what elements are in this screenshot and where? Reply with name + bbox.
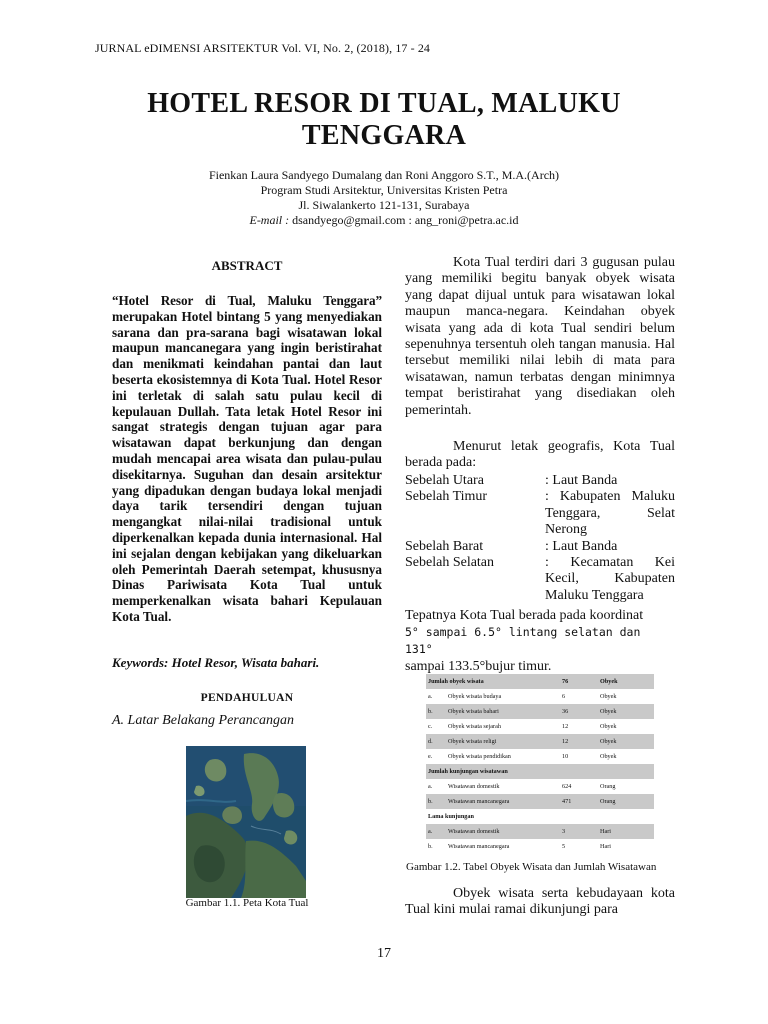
table-row xyxy=(426,689,654,704)
table-cell-label: Jumlah kunjungan wisatawan xyxy=(426,764,654,779)
map-kota-tual-figure xyxy=(186,746,306,898)
coord-text-a: Tepatnya Kota Tual berada pada koordinat xyxy=(405,608,644,623)
table-row xyxy=(426,674,654,689)
map-caption: Gambar 1.1. Peta Kota Tual xyxy=(185,897,309,909)
table-cell-unit: Orang xyxy=(600,783,616,790)
table-cell-label: Lama kunjungan xyxy=(428,813,474,820)
paper-title-line-2: TENGGARA xyxy=(301,120,467,151)
paragraph-gugusan-pulau: Kota Tual terdiri dari 3 gugusan pulau yang memiliki begitu banyak obyek wisata yang dapat dijual untuk para wisatawan lokal maupun manca-negara. Keindahan obyek wisata yang ada di kota Tual sendiri belum sepenuhnya tersentuh oleh tangan manusia. Hal tersebut memiliki nilai lebih di mata para wisatawan, namun terbatas dengan minimnya tempat beristirahat yang disediakan oleh pemerintah. xyxy=(405,255,675,418)
tourism-statistics-table xyxy=(426,674,654,854)
table-cell-index: b. xyxy=(426,794,446,809)
geo-row-selatan xyxy=(405,555,675,604)
table-cell-index: a. xyxy=(426,824,446,839)
table-cell-value: 3 xyxy=(560,824,598,839)
geography-list xyxy=(405,473,675,604)
table-cell-value: 10 xyxy=(562,753,569,760)
table-row xyxy=(426,839,654,854)
table-cell-value: 624 xyxy=(562,783,572,790)
table-cell-value: 471 xyxy=(560,794,598,809)
abstract-heading: ABSTRACT xyxy=(211,258,283,273)
paper-title-line-1: HOTEL RESOR DI TUAL, MALUKU xyxy=(147,88,621,119)
table-cell-unit: Hari xyxy=(600,843,611,850)
table-cell-unit: Hari xyxy=(598,824,654,839)
table-cell-index: e. xyxy=(428,753,433,760)
keywords: Keywords: Hotel Resor, Wisata bahari. xyxy=(112,655,320,670)
table-cell-value: 12 xyxy=(560,734,598,749)
paper-title xyxy=(0,88,768,152)
table-row xyxy=(426,734,654,749)
geo-label: Sebelah Selatan xyxy=(405,555,495,571)
page-number: 17 xyxy=(377,946,391,961)
table-caption: Gambar 1.2. Tabel Obyek Wisata dan Jumlah Wisatawan xyxy=(406,861,657,873)
table-cell-unit: Obyek xyxy=(600,693,617,700)
table-cell-value: 36 xyxy=(560,704,598,719)
geo-label: Sebelah Barat xyxy=(405,538,484,554)
coord-text-c: sampai 133.5°bujur timur. xyxy=(405,659,552,674)
table-row xyxy=(426,809,654,824)
author-names: Fienkan Laura Sandyego Dumalang dan Roni Anggoro S.T., M.A.(Arch) xyxy=(208,168,560,182)
geo-row-barat xyxy=(405,539,675,555)
table-row xyxy=(426,704,654,719)
table-cell-label: Wisatawan mancanegara xyxy=(448,843,510,850)
table-cell-label: Wisatawan domestik xyxy=(446,824,560,839)
map-kota-tual-image xyxy=(186,746,306,898)
geo-row-utara xyxy=(405,473,675,489)
table-cell-unit: Obyek xyxy=(600,723,617,730)
table-cell-label: Obyek wisata sejarah xyxy=(448,723,501,730)
geo-value: : Kabupaten Maluku Tenggara, Selat Nerong xyxy=(545,489,675,538)
table-cell-index: c. xyxy=(428,723,433,730)
abstract-body xyxy=(112,293,382,625)
table-cell-index: b. xyxy=(426,704,446,719)
author-address: Jl. Siwalankerto 121-131, Surabaya xyxy=(298,198,470,212)
paragraph-kebudayaan: Obyek wisata serta kebudayaan kota Tual kini mulai ramai dikunjungi para xyxy=(405,886,675,918)
table-cell-value: 6 xyxy=(562,693,566,700)
geo-value: : Kecamatan Kei Kecil, Kabupaten Maluku Tenggara xyxy=(545,555,675,603)
author-affiliation: Program Studi Arsitektur, Universitas Kristen Petra xyxy=(260,183,508,197)
abstract-lead: “Hotel Resor di Tual, Maluku Tenggara” xyxy=(112,293,382,308)
table-cell-label: Obyek wisata budaya xyxy=(448,693,502,700)
table-cell-label: Obyek wisata religi xyxy=(446,734,560,749)
email-label: E-mail : xyxy=(249,213,290,227)
author-block xyxy=(0,168,768,228)
table-cell-value: 5 xyxy=(562,843,566,850)
subsection-heading: A. Latar Belakang Perancangan xyxy=(112,713,294,728)
section-heading-pendahuluan: PENDAHULUAN xyxy=(200,692,294,704)
table-cell-label: Obyek wisata pendidikan xyxy=(448,753,511,760)
table-cell-index: d. xyxy=(426,734,446,749)
table-row xyxy=(426,779,654,794)
table-cell-unit: Obyek xyxy=(598,734,654,749)
table-cell-index: b. xyxy=(428,843,433,850)
geo-label: Sebelah Utara xyxy=(405,473,484,488)
table-cell-label: Jumlah obyek wisata xyxy=(426,674,560,689)
author-email xyxy=(0,213,768,228)
table-cell-value: 12 xyxy=(562,723,569,730)
table-row xyxy=(426,764,654,779)
coord-text-b: 5° sampai 6.5° lintang selatan dan 131° xyxy=(405,625,641,656)
email-addresses: dsandyego@gmail.com : ang_roni@petra.ac.id xyxy=(289,213,519,227)
table-row xyxy=(426,824,654,839)
abstract-text: merupakan Hotel bintang 5 yang menyediakan sarana dan pra-sarana bagi wisatawan lokal maupun mancanegara yang ingin beristirahat dan menikmati keindahan pantai dan laut beserta ekosistemnya di Kota Tual. Hotel Resor ini terletak di salah satu pulau kecil di kepulauan Dullah. Tata letak Hotel Resor ini sangat strategis dengan tujuan agar para wisatawan dapat berkunjung dan dengan mudah mencapai area wisata dan pulau-pulau disekitarnya. Suguhan dan desain arsitektur yang dipadukan dengan budaya lokal menjadi daya tarik tersendiri dengan tujuan mengangkat nilai-nilai tradisional untuk diperkenalkan kepada dunia internasional. Hal ini sejalan dengan kebijakan yang dikeluarkan oleh Pemerintah Daerah setempat, khususnya Dinas Pariwisata Kota Tual untuk memperkenalkan wisata bahari Kepulauan Kota Tual. xyxy=(112,308,382,624)
table-cell-unit: Obyek xyxy=(598,704,654,719)
table-row xyxy=(426,794,654,809)
table-cell-value: 76 xyxy=(560,674,598,689)
table-cell-index: a. xyxy=(428,693,433,700)
table-row xyxy=(426,719,654,734)
table-cell-unit: Obyek xyxy=(600,753,617,760)
geo-value: : Laut Banda xyxy=(545,473,618,488)
geo-value: : Laut Banda xyxy=(545,538,618,554)
table-cell-unit: Obyek xyxy=(598,674,654,689)
table-cell-label: Obyek wisata bahari xyxy=(446,704,560,719)
geo-label: Sebelah Timur xyxy=(405,489,488,505)
table-cell-label: Wisatawan mancanegara xyxy=(446,794,560,809)
paragraph-letak-geografis: Menurut letak geografis, Kota Tual berada pada: xyxy=(405,439,675,471)
table-cell-index: a. xyxy=(428,783,433,790)
table-cell-unit: Orang xyxy=(598,794,654,809)
geo-row-timur xyxy=(405,489,675,538)
table-cell-label: Wisatawan domestik xyxy=(448,783,500,790)
table-row xyxy=(426,749,654,764)
journal-header: JURNAL eDIMENSI ARSITEKTUR Vol. VI, No. 2, (2018), 17 - 24 xyxy=(95,41,431,55)
paragraph-koordinat xyxy=(405,607,675,675)
